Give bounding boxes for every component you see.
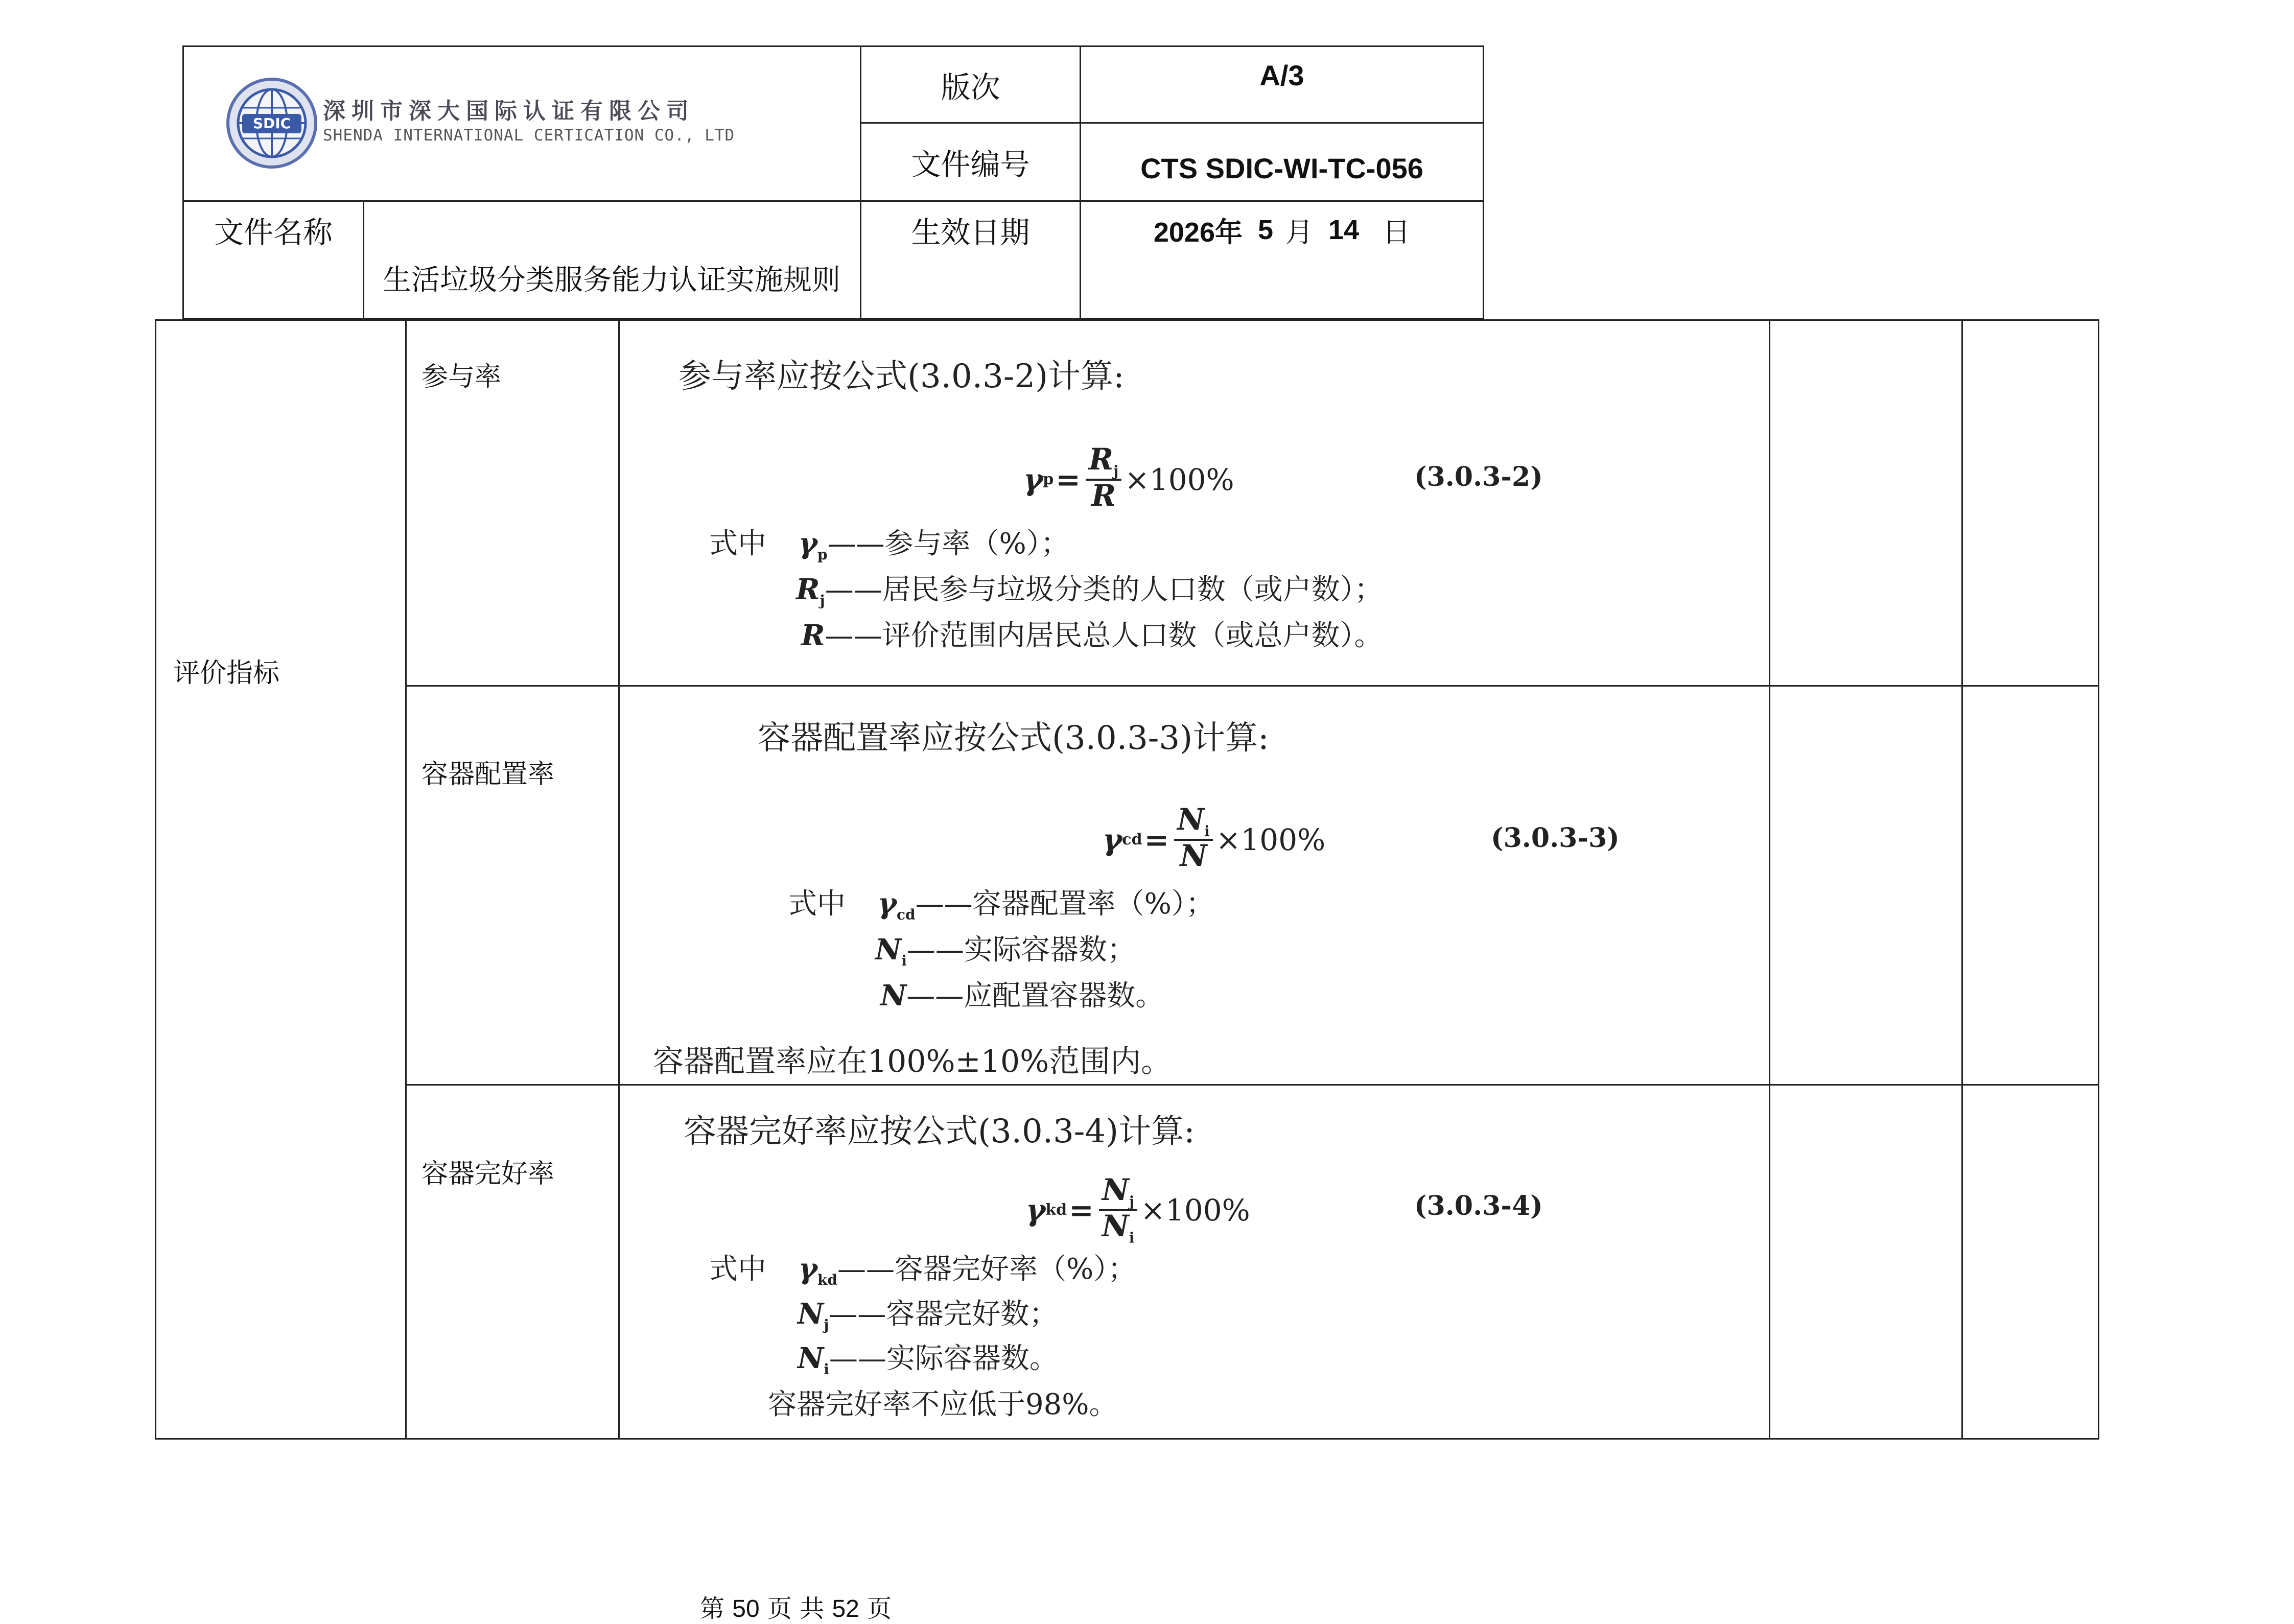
note-container-config: 容器配置率应在100%±10%范围内。: [653, 1044, 1172, 1079]
definition-symbol-sub: j: [824, 1316, 829, 1334]
formula-fraction: [1174, 802, 1213, 875]
logo-text: SDIC: [252, 115, 291, 132]
effective-year: 2026年: [1153, 217, 1243, 248]
effective-month-unit: 月: [1285, 217, 1314, 248]
formula-denominator: R: [1091, 478, 1116, 513]
formula-participation: γ p = $\frac{R_j}{R}$ ×100%: [1023, 444, 1234, 514]
formula-lhs-sub: kd: [1045, 1201, 1067, 1219]
definition-line: [875, 927, 1136, 969]
formula-lhs: γ: [1103, 822, 1122, 857]
equation-number-container-config: (3.0.3-3): [1491, 822, 1620, 854]
formula-container-intact: γ kd = $\frac{N_j}{N_i}$ ×100%: [1026, 1172, 1250, 1246]
definition-text: ——居民参与垃圾分类的人口数（或户数）；: [825, 573, 1383, 606]
company-logo: [226, 77, 318, 169]
page-current: 50: [732, 1595, 760, 1622]
definition-line: [798, 1291, 1058, 1333]
formula-numerator: N: [1177, 802, 1205, 837]
version-label: 版次: [941, 69, 1000, 105]
definition-symbol: R: [796, 573, 820, 606]
formula-denominator: N: [1102, 1208, 1129, 1243]
definition-text: ——实际容器数；: [906, 933, 1136, 967]
definition-text: ——容器完好率（%）；: [837, 1253, 1137, 1286]
formula-fraction: [1099, 1172, 1138, 1246]
formula-multiplier: ×100%: [1125, 462, 1234, 497]
page-prefix: 第: [700, 1594, 725, 1623]
formula-lhs: γ: [1023, 462, 1043, 497]
formula-numerator-sub: j: [1129, 1193, 1135, 1210]
where-label-container-intact: 式中: [709, 1253, 766, 1286]
note-container-intact: 容器完好率不应低于98%。: [768, 1388, 1118, 1421]
evaluation-table: [155, 319, 2099, 1440]
definition-line: [798, 1336, 1058, 1378]
definition-symbol: γ: [878, 887, 897, 921]
definition-symbol-sub: i: [901, 952, 907, 970]
definition-symbol: γ: [799, 1252, 817, 1286]
company-name-cn: 深圳市深大国际认证有限公司: [323, 98, 695, 124]
formula-fraction: [1086, 444, 1121, 514]
page-suffix: 页: [867, 1594, 892, 1623]
equation-number-participation: (3.0.3-2): [1414, 461, 1543, 492]
definition-line: [796, 567, 1383, 609]
formula-title-container-config: 容器配置率应按公式(3.0.3-3)计算:: [758, 719, 1269, 757]
definition-line: [799, 1246, 1136, 1288]
formula-denominator-sub: i: [1129, 1229, 1135, 1246]
definition-text: ——应配置容器数。: [906, 979, 1164, 1013]
definition-symbol: N: [880, 979, 907, 1013]
category-label: 评价指标: [173, 658, 280, 689]
definition-symbol: γ: [799, 527, 817, 560]
definition-symbol: N: [875, 933, 902, 967]
definition-text: ——实际容器数。: [829, 1342, 1058, 1375]
definition-symbol-sub: kd: [817, 1272, 837, 1289]
definition-symbol: N: [798, 1341, 824, 1375]
formula-multiplier: ×100%: [1140, 1192, 1250, 1228]
docname-value: 生活垃圾分类服务能力认证实施规则: [383, 264, 840, 297]
globe-logo-icon: [226, 77, 318, 169]
formula-lhs-sub: p: [1043, 470, 1054, 489]
definition-text: ——参与率（%）；: [827, 527, 1069, 560]
definition-symbol: R: [801, 619, 825, 652]
formula-numerator: N: [1102, 1172, 1129, 1207]
equation-number-container-intact: (3.0.3-4): [1414, 1190, 1543, 1221]
formula-lhs-sub: cd: [1122, 831, 1142, 849]
page-total: 52: [832, 1595, 859, 1622]
row-name-container-config: 容器配置率: [422, 759, 555, 790]
docno-label: 文件编号: [911, 147, 1030, 182]
effective-day-unit: 日: [1383, 217, 1411, 248]
formula-numerator-sub: i: [1204, 822, 1210, 840]
definition-line: [801, 613, 1383, 655]
definition-symbol-sub: cd: [896, 906, 916, 924]
effective-label: 生效日期: [911, 215, 1030, 250]
formula-title-participation: 参与率应按公式(3.0.3-2)计算:: [678, 358, 1125, 395]
company-name-en: SHENDA INTERNATIONAL CERTICATION CO., LTD: [323, 126, 735, 145]
version-value: A/3: [1259, 59, 1304, 91]
definition-symbol-sub: i: [824, 1361, 829, 1378]
definition-symbol-sub: p: [817, 546, 828, 563]
docno-value: CTS SDIC-WI-TC-056: [1140, 152, 1423, 184]
row-name-container-intact: 容器完好率: [422, 1159, 555, 1189]
effective-day: 14: [1328, 215, 1360, 245]
formula-denominator: N: [1180, 838, 1207, 873]
formula-lhs: γ: [1026, 1192, 1046, 1228]
effective-date: [1081, 202, 1483, 258]
page-number: [700, 1589, 892, 1624]
where-label-participation: 式中: [709, 527, 766, 560]
formula-title-container-intact: 容器完好率应按公式(3.0.3-4)计算:: [684, 1113, 1195, 1150]
definition-line: [880, 973, 1164, 1015]
definition-text: ——评价范围内居民总人口数（或总户数）。: [825, 619, 1383, 652]
formula-multiplier: ×100%: [1215, 822, 1326, 857]
row-name-participation: 参与率: [422, 362, 502, 392]
where-label-container-config: 式中: [788, 887, 846, 921]
definition-line: [878, 881, 1214, 923]
definition-symbol: N: [798, 1297, 824, 1331]
definition-symbol-sub: j: [820, 592, 825, 609]
definition-text: ——容器配置率（%）；: [915, 887, 1214, 921]
document-header: [182, 45, 1484, 319]
definition-text: ——容器完好数；: [829, 1298, 1058, 1331]
page-mid: 页 共: [767, 1594, 825, 1623]
docname-label: 文件名称: [214, 215, 333, 250]
formula-numerator-sub: j: [1113, 462, 1119, 480]
effective-month: 5: [1258, 215, 1274, 245]
definition-line: [799, 521, 1069, 563]
formula-numerator: R: [1088, 442, 1114, 477]
formula-container-config: γ cd = $\frac{N_i}{N}$ ×100%: [1103, 805, 1325, 875]
